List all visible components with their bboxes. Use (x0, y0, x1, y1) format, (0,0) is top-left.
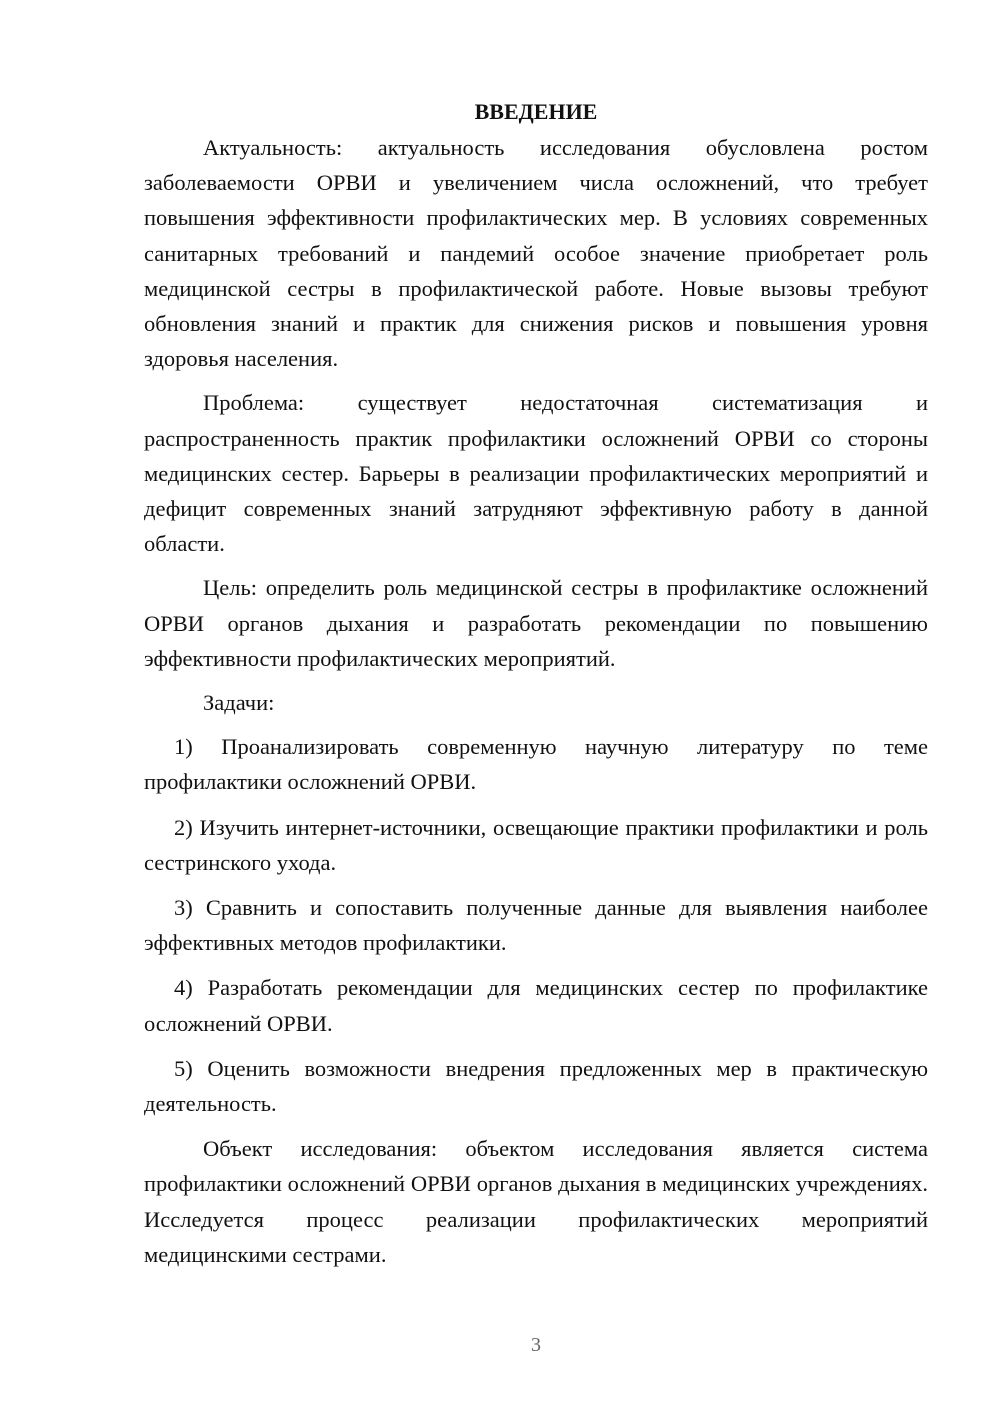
task-item: 2) Изучить интернет-источники, освещающие практики профилактики и роль сестринского ухода. (144, 814, 928, 875)
goal-paragraph: Цель: определить роль медицинской сестры в профилактике осложнений ОРВИ органов дыхания и разработать рекомендации по повышению эффективности профилактических мероприятий. (144, 575, 928, 671)
document-page (144, 96, 928, 1281)
task-item: 3) Сравнить и сопоставить полученные данные для выявления наиболее эффективных методов профилактики. (144, 895, 928, 956)
task-item: 4) Разработать рекомендации для медицинских сестер по профилактике осложнений ОРВИ. (144, 975, 928, 1036)
task-item: 1) Проанализировать современную научную литературу по теме профилактики осложнений ОРВИ. (144, 734, 928, 795)
relevance-paragraph: Актуальность: актуальность исследования обусловлена ростом заболеваемости ОРВИ и увеличением числа осложнений, что требует повышения эффективности профилактических мер. В условиях современных санитарных требований и пандемий особое значение приобретает роль медицинской сестры в профилактической работе. Новые вызовы требуют обновления знаний и практик для снижения рисков и повышения уровня здоровья населения. (144, 135, 928, 372)
task-item: 5) Оценить возможности внедрения предложенных мер в практическую деятельность. (144, 1055, 928, 1117)
object-paragraph: Объект исследования: объектом исследования является система профилактики осложнений ОРВИ органов дыхания в медицинских учреждениях. Исследуется процесс реализации профилактических мероприятий медицинскими сестрами. (144, 1136, 928, 1267)
section-heading: ВВЕДЕНИЕ (474, 99, 598, 124)
tasks-label: Задачи: (203, 690, 275, 716)
tasks-list (144, 729, 928, 1121)
page-number: 3 (531, 1334, 541, 1356)
problem-paragraph: Проблема: существует недостаточная систематизация и распространенность практик профилактики осложнений ОРВИ со стороны медицинских сестер. Барьеры в реализации профилактических мероприятий и дефицит современных знаний затрудняют эффективную работу в данной области. (144, 390, 928, 557)
